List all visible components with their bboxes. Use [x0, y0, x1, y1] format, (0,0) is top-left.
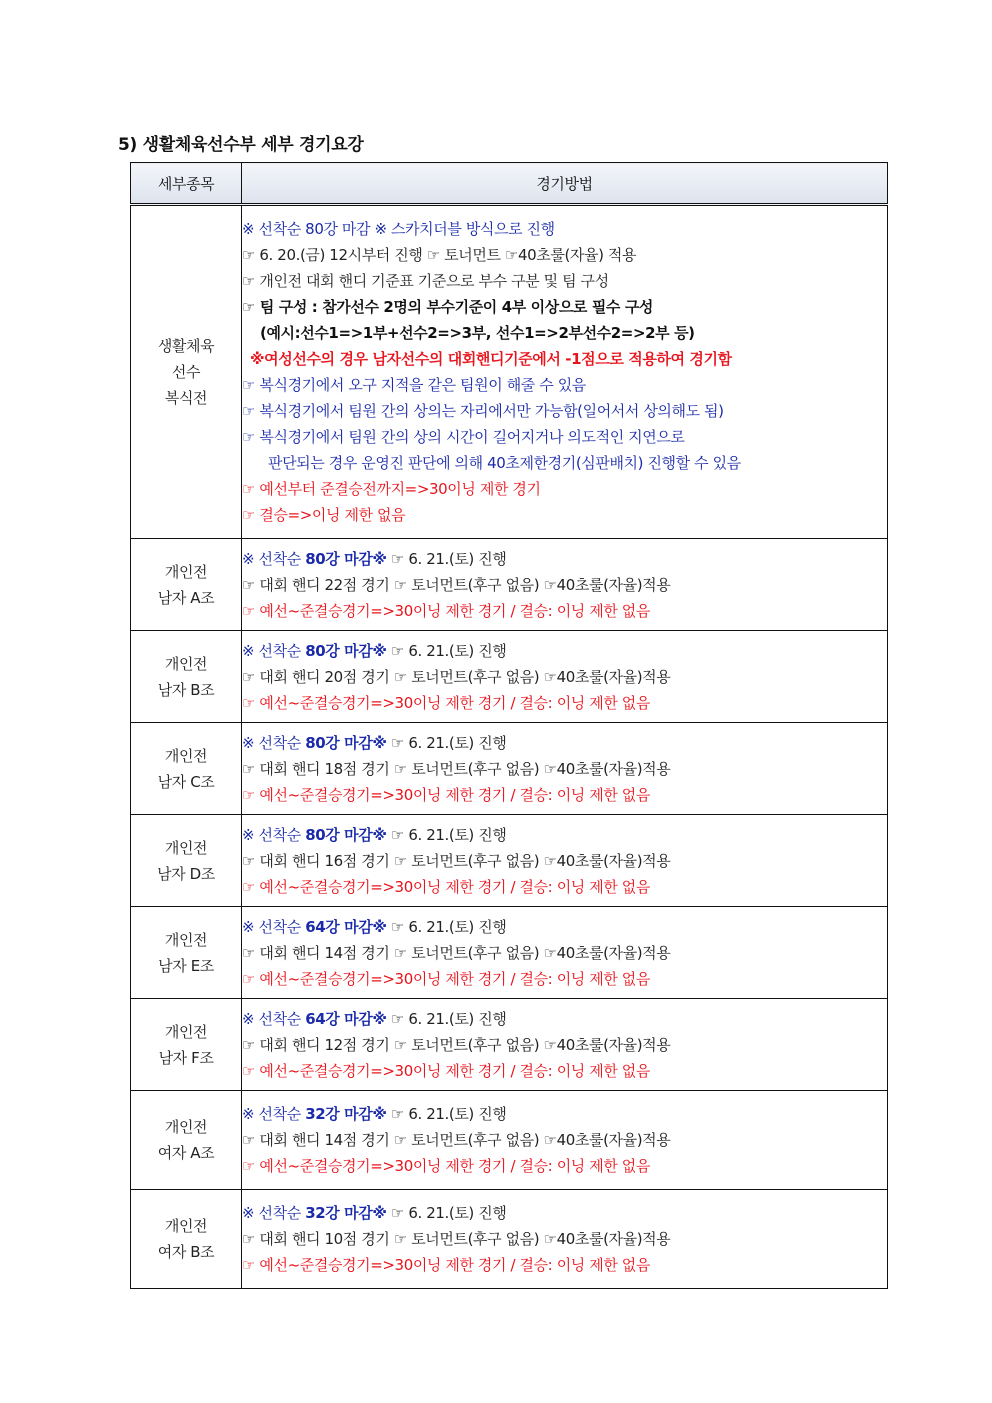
method-cell [242, 999, 888, 1091]
rule-line-innings: ☞ 예선~준결승경기=>30이닝 제한 경기 / 결승: 이닝 제한 없음 [242, 1061, 650, 1080]
entry-prefix: ※ 선착순 [242, 917, 306, 936]
rule-line: ☞ 6. 20.(금) 12시부터 진행 ☞ 토너먼트 ☞40초룰(자율) 적용 [242, 246, 637, 264]
entry-date: ☞ 6. 21.(토) 진행 [386, 1009, 507, 1028]
entry-limit: 64강 마감※ [305, 1009, 387, 1028]
rule-line-handicap: ☞ 대회 핸디 14점 경기 ☞ 토너먼트(후구 없음) ☞40초룰(자율)적용 [242, 1131, 671, 1149]
table-row [131, 815, 888, 907]
rule-line-handicap: ☞ 대회 핸디 14점 경기 ☞ 토너먼트(후구 없음) ☞40초룰(자율)적용 [242, 943, 671, 962]
rule-line-innings: ☞ 예선~준결승경기=>30이닝 제한 경기 / 결승: 이닝 제한 없음 [242, 877, 650, 896]
entry-limit: 32강 마감※ [305, 1204, 387, 1222]
rule-line-handicap: ☞ 대회 핸디 16점 경기 ☞ 토너먼트(후구 없음) ☞40초룰(자율)적용 [242, 851, 671, 870]
rule-line-entry [242, 730, 887, 756]
event-name-line: 개인전 [164, 1022, 208, 1041]
entry-date: ☞ 6. 21.(토) 진행 [386, 549, 507, 568]
entry-prefix: ※ 선착순 [242, 1009, 306, 1028]
event-name-line: 개인전 [164, 838, 208, 857]
method-cell [242, 815, 888, 907]
rule-line-innings: ☞ 예선~준결승경기=>30이닝 제한 경기 / 결승: 이닝 제한 없음 [242, 969, 650, 988]
event-name-line: 개인전 [164, 930, 208, 949]
method-cell [242, 723, 888, 815]
rule-line-entry [242, 1006, 887, 1032]
rule-line-handicap: ☞ 대회 핸디 12점 경기 ☞ 토너먼트(후구 없음) ☞40초룰(자율)적용 [242, 1035, 671, 1054]
event-cell [131, 1091, 242, 1190]
rule-line-innings: ☞ 예선~준결승경기=>30이닝 제한 경기 / 결승: 이닝 제한 없음 [242, 693, 650, 712]
rule-line-handicap: ☞ 대회 핸디 10점 경기 ☞ 토너먼트(후구 없음) ☞40초룰(자율)적용 [242, 1230, 671, 1248]
table-row [131, 539, 888, 631]
individual-rows [131, 539, 888, 1289]
entry-prefix: ※ 선착순 [242, 641, 306, 660]
rule-line-entry [242, 546, 887, 572]
event-cell [131, 723, 242, 815]
table-header-row [131, 163, 888, 205]
entry-date: ☞ 6. 21.(토) 진행 [386, 825, 507, 844]
table-row [131, 723, 888, 815]
rule-line: ☞ 결승=>이닝 제한 없음 [242, 506, 406, 524]
event-group-line: 남자 F조 [158, 1048, 214, 1067]
rule-line-innings: ☞ 예선~준결승경기=>30이닝 제한 경기 / 결승: 이닝 제한 없음 [242, 1157, 650, 1175]
event-group-line: 여자 B조 [157, 1243, 215, 1261]
event-cell [131, 1190, 242, 1289]
rule-line-handicap: ☞ 대회 핸디 22점 경기 ☞ 토너먼트(후구 없음) ☞40초룰(자율)적용 [242, 575, 671, 594]
rule-line-handicap: ☞ 대회 핸디 18점 경기 ☞ 토너먼트(후구 없음) ☞40초룰(자율)적용 [242, 759, 671, 778]
entry-date: ☞ 6. 21.(토) 진행 [386, 641, 507, 660]
entry-date: ☞ 6. 21.(토) 진행 [386, 1105, 507, 1123]
entry-prefix: ※ 선착순 [242, 733, 306, 752]
rule-line-innings: ☞ 예선~준결승경기=>30이닝 제한 경기 / 결승: 이닝 제한 없음 [242, 1256, 650, 1274]
event-group-line: 남자 A조 [157, 588, 215, 607]
event-cell [131, 907, 242, 999]
table-row [131, 907, 888, 999]
event-group-line: 여자 A조 [157, 1144, 215, 1162]
rule-line-entry [242, 638, 887, 664]
entry-limit: 80강 마감※ [305, 549, 387, 568]
rule-line: ☞ 복식경기에서 오구 지적을 같은 팀원이 해줄 수 있음 [242, 376, 586, 394]
rule-line-innings: ☞ 예선~준결승경기=>30이닝 제한 경기 / 결승: 이닝 제한 없음 [242, 785, 650, 804]
entry-limit: 64강 마감※ [305, 917, 387, 936]
rule-line: ☞ 복식경기에서 팀원 간의 상의 시간이 길어지거나 의도적인 지연으로 [242, 428, 685, 446]
entry-date: ☞ 6. 21.(토) 진행 [386, 733, 507, 752]
event-name-line: 복식전 [164, 389, 208, 407]
event-name-line: 개인전 [164, 1118, 208, 1136]
header-method: 경기방법 [242, 163, 888, 205]
entry-limit: 32강 마감※ [305, 1105, 387, 1123]
header-event: 세부종목 [131, 163, 242, 205]
event-cell [131, 815, 242, 907]
event-name-line: 선수 [171, 363, 201, 381]
method-cell-doubles [242, 205, 888, 539]
rule-line-handicap: ☞ 대회 핸디 20점 경기 ☞ 토너먼트(후구 없음) ☞40초룰(자율)적용 [242, 667, 671, 686]
table-row [131, 999, 888, 1091]
rule-line: ☞ 복식경기에서 팀원 간의 상의는 자리에서만 가능함(일어서서 상의해도 됨) [242, 402, 724, 420]
table-row [131, 1091, 888, 1190]
entry-date: ☞ 6. 21.(토) 진행 [386, 1204, 507, 1222]
method-cell [242, 631, 888, 723]
event-cell [131, 999, 242, 1091]
event-group-line: 남자 E조 [158, 956, 214, 975]
rule-line: ※여성선수의 경우 남자선수의 대회핸디기준에서 -1점으로 적용하여 경기함 [250, 350, 732, 368]
rule-line: ☞ 예선부터 준결승전까지=>30이닝 제한 경기 [242, 480, 541, 498]
entry-limit: 80강 마감※ [305, 825, 387, 844]
event-cell-doubles [131, 205, 242, 539]
entry-limit: 80강 마감※ [305, 733, 387, 752]
rule-line: (예시:선수1=>1부+선수2=>3부, 선수1=>2부선수2=>2부 등) [260, 324, 695, 342]
rule-line: 판단되는 경우 운영진 판단에 의해 40초제한경기(심판배치) 진행할 수 있음 [268, 454, 741, 472]
event-name-line: 개인전 [164, 654, 208, 673]
rule-line-entry [242, 914, 887, 940]
rule-line-entry [242, 1200, 887, 1226]
entry-date: ☞ 6. 21.(토) 진행 [386, 917, 507, 936]
entry-prefix: ※ 선착순 [242, 1105, 306, 1123]
rule-line-entry [242, 822, 887, 848]
entry-prefix: ※ 선착순 [242, 1204, 306, 1222]
event-name-line: 개인전 [164, 562, 208, 581]
section-title: 5) 생활체육선수부 세부 경기요강 [118, 135, 364, 155]
rules-table [130, 162, 888, 1289]
rule-line-entry [242, 1101, 887, 1127]
method-cell [242, 1190, 888, 1289]
rule-line: ☞ 팀 구성 : 참가선수 2명의 부수기준이 4부 이상으로 필수 구성 [242, 298, 654, 316]
rule-line: ※ 선착순 80강 마감 ※ 스카치더블 방식으로 진행 [242, 220, 555, 238]
event-group-line: 남자 D조 [157, 864, 215, 883]
table-row [131, 631, 888, 723]
entry-limit: 80강 마감※ [305, 641, 387, 660]
event-cell [131, 539, 242, 631]
entry-prefix: ※ 선착순 [242, 825, 306, 844]
event-group-line: 남자 C조 [157, 772, 215, 791]
method-cell [242, 907, 888, 999]
rule-line: ☞ 개인전 대회 핸디 기준표 기준으로 부수 구분 및 팀 구성 [242, 272, 609, 290]
table-row [131, 1190, 888, 1289]
event-group-line: 남자 B조 [157, 680, 215, 699]
table-row-doubles [131, 205, 888, 539]
method-cell [242, 539, 888, 631]
entry-prefix: ※ 선착순 [242, 549, 306, 568]
event-cell [131, 631, 242, 723]
event-name-line: 개인전 [164, 746, 208, 765]
method-cell [242, 1091, 888, 1190]
event-name-line: 개인전 [164, 1217, 208, 1235]
rule-line-innings: ☞ 예선~준결승경기=>30이닝 제한 경기 / 결승: 이닝 제한 없음 [242, 601, 650, 620]
event-name-line: 생활체육 [157, 337, 215, 355]
